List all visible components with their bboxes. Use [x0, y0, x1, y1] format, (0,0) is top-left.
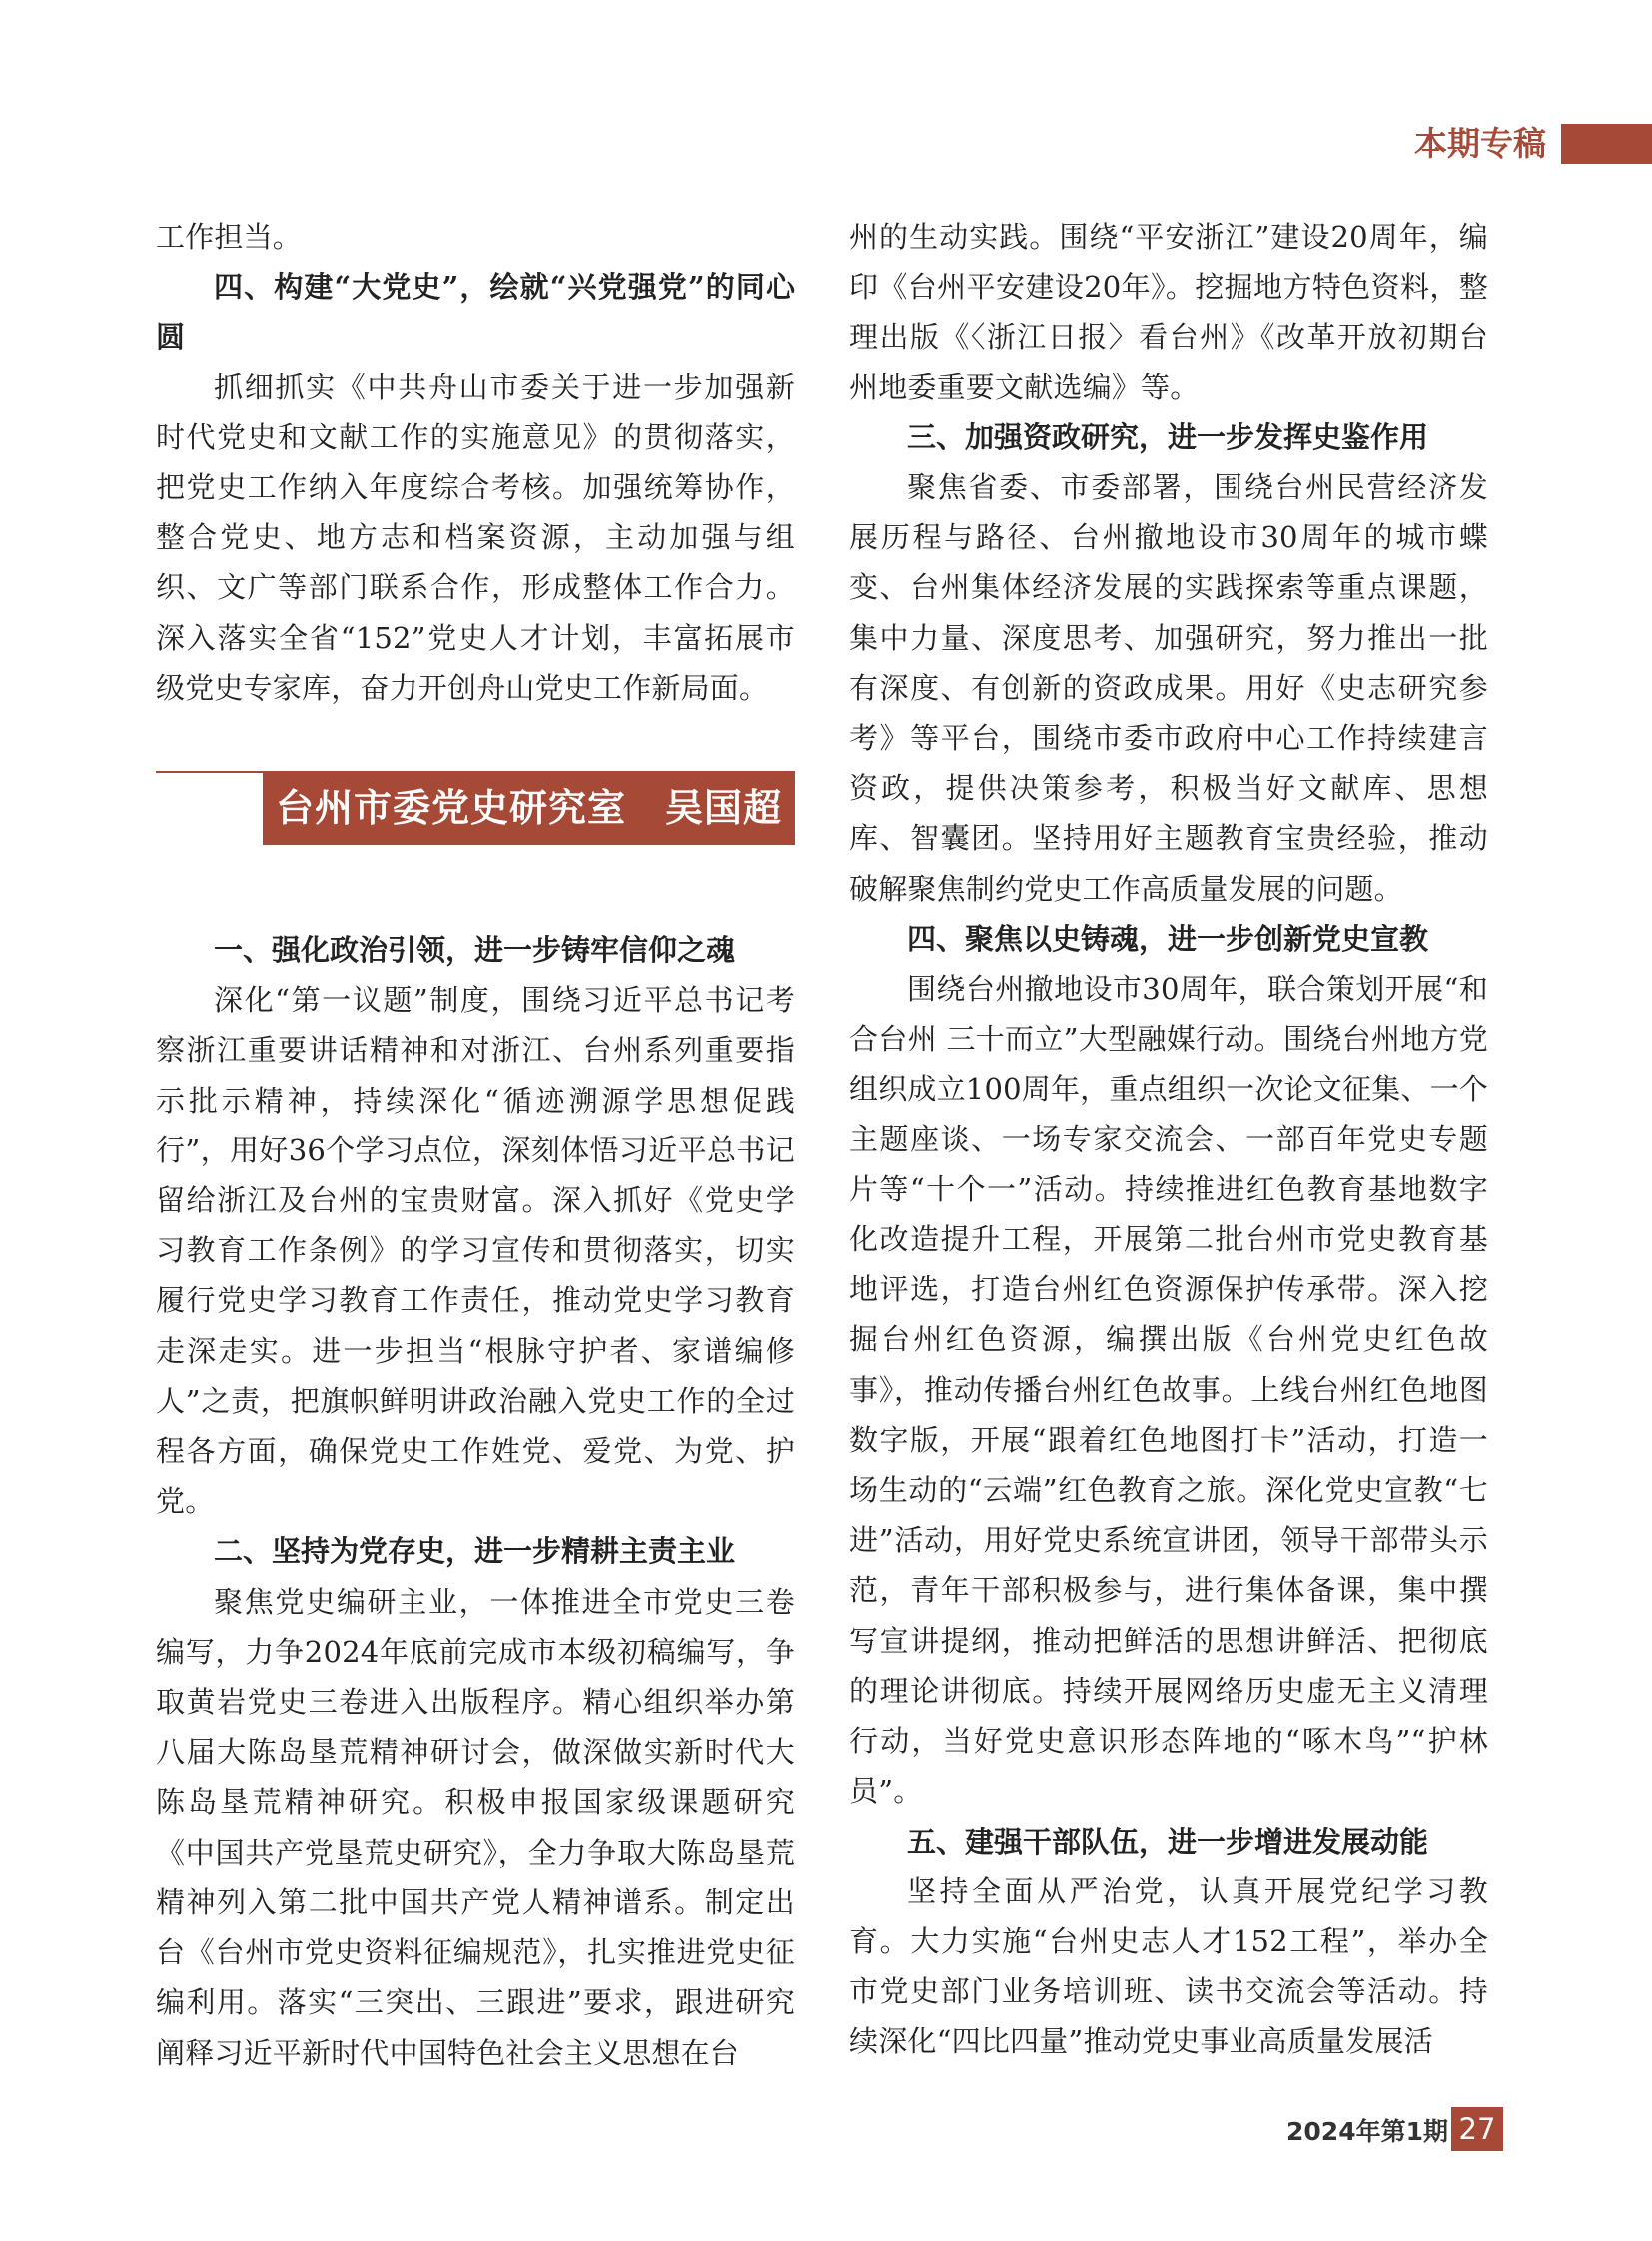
- section-color-bar: [1561, 124, 1652, 164]
- right-column: [849, 212, 1488, 2067]
- left-heading-4: 四、构建“大党史”，绘就“兴党强党”的同心圆: [156, 270, 795, 355]
- taizhou-paragraph-4: 围绕台州撤地设市30周年，联合策划开展“和合台州 三十而立”大型融媒行动。围绕台州地方党组织成立100周年，重点组织一次论文征集、一个主题座谈、一场专家交流会、一部百年党史专题片等“十个一”活动。持续推进红色教育基地数字化改造提升工程，开展第二批台州市党史教育基地评选，打造台州红色资源保护传承带。深入挖掘台州红色资源，编撰出版《台州党史红色故事》，推动传播台州红色故事。上线台州红色地图数字版，开展“跟着红色地图打卡”活动，打造一场生动的“云端”红色教育之旅。深化党史宣教“七进”活动，用好党史系统宣讲团，领导干部带头示范，青年干部积极参与，进行集体备课，集中撰写宣讲提纲，推动把鲜活的思想讲鲜活、把彻底的理论讲彻底。持续开展网络历史虚无主义清理行动，当好党史意识形态阵地的“啄木鸟”“护林员”。: [849, 972, 1488, 1809]
- left-column: [156, 212, 795, 2078]
- taizhou-paragraph-3: 聚焦省委、市委部署，围绕台州民营经济发展历程与路径、台州撤地设市30周年的城市蝶变、台州集体经济发展的实践探索等重点课题，集中力量、深度思考、加强研究，努力推出一批有深度、有创新的资政成果。用好《史志研究参考》等平台，围绕市委市政府中心工作持续建言资政，提供决策参考，积极当好文献库、思想库、智囊团。坚持用好主题教育宝贵经验，推动破解聚焦制约党史工作高质量发展的问题。: [849, 470, 1488, 906]
- taizhou-heading-3: 三、加强资政研究，进一步发挥史鉴作用: [907, 419, 1429, 454]
- taizhou-paragraph-1: 深化“第一议题”制度，围绕习近平总书记考察浙江重要讲话精神和对浙江、台州系列重要指示批示精神，持续深化“循迹溯源学思想促践行”，用好36个学习点位，深刻体悟习近平总书记留给浙江及台州的宝贵财富。深入抓好《党史学习教育工作条例》的学习宣传和贯彻落实，切实履行党史学习教育工作责任，推动党史学习教育走深走实。进一步担当“根脉守护者、家谱编修人”之责，把旗帜鲜明讲政治融入党史工作的全过程各方面，确保党史工作姓党、爱党、为党、护党。: [156, 983, 795, 1519]
- taizhou-heading-4: 四、聚焦以史铸魂，进一步创新党史宣教: [907, 921, 1429, 956]
- left-paragraph-continued: 工作担当。: [156, 220, 303, 254]
- banner-title: 台州市委党史研究室 吴国超: [263, 771, 795, 845]
- author-banner: [156, 763, 795, 933]
- issue-label: 2024年第1期: [1286, 2117, 1448, 2146]
- right-paragraph-continued: 州的生动实践。围绕“平安浙江”建设20周年，编印《台州平安建设20年》。挖掘地方特色资料，整理出版《〈浙江日报〉看台州》《改革开放初期台州地委重要文献选编》等。: [849, 220, 1488, 404]
- taizhou-paragraph-5: 坚持全面从严治党，认真开展党纪学习教育。大力实施“台州史志人才152工程”，举办全市党史部门业务培训班、读书交流会等活动。持续深化“四比四量”推动党史事业高质量发展活: [849, 1873, 1488, 2059]
- taizhou-paragraph-2: 聚焦党史编研主业，一体推进全市党史三卷编写，力争2024年底前完成市本级初稿编写，争取黄岩党史三卷进入出版程序。精心组织举办第八届大陈岛垦荒精神研讨会，做深做实新时代大陈岛垦荒精神研究。积极申报国家级课题研究《中国共产党垦荒史研究》，全力争取大陈岛垦荒精神列入第二批中国共产党人精神谱系。制定出台《台州市党史资料征编规范》，扎实推进党史征编利用。落实“三突出、三跟进”要求，跟进研究阐释习近平新时代中国特色社会主义思想在台: [156, 1584, 795, 2070]
- taizhou-heading-1: 一、强化政治引领，进一步铸牢信仰之魂: [214, 933, 736, 968]
- left-paragraph-4: 抓细抓实《中共舟山市委关于进一步加强新时代党史和文献工作的实施意见》的贯彻落实，把党史工作纳入年度综合考核。加强统筹协作，整合党史、地方志和档案资源，主动加强与组织、文广等部门联系合作，形成整体工作合力。深入落实全省“152”党史人才计划，丰富拓展市级党史专家库，奋力开创舟山党史工作新局面。: [156, 370, 795, 705]
- taizhou-heading-5: 五、建强干部队伍，进一步增进发展动能: [907, 1824, 1429, 1859]
- section-label: 本期专稿: [1414, 124, 1546, 163]
- page-number: 27: [1451, 2107, 1503, 2151]
- taizhou-heading-2: 二、坚持为党存史，进一步精耕主责主业: [214, 1534, 736, 1569]
